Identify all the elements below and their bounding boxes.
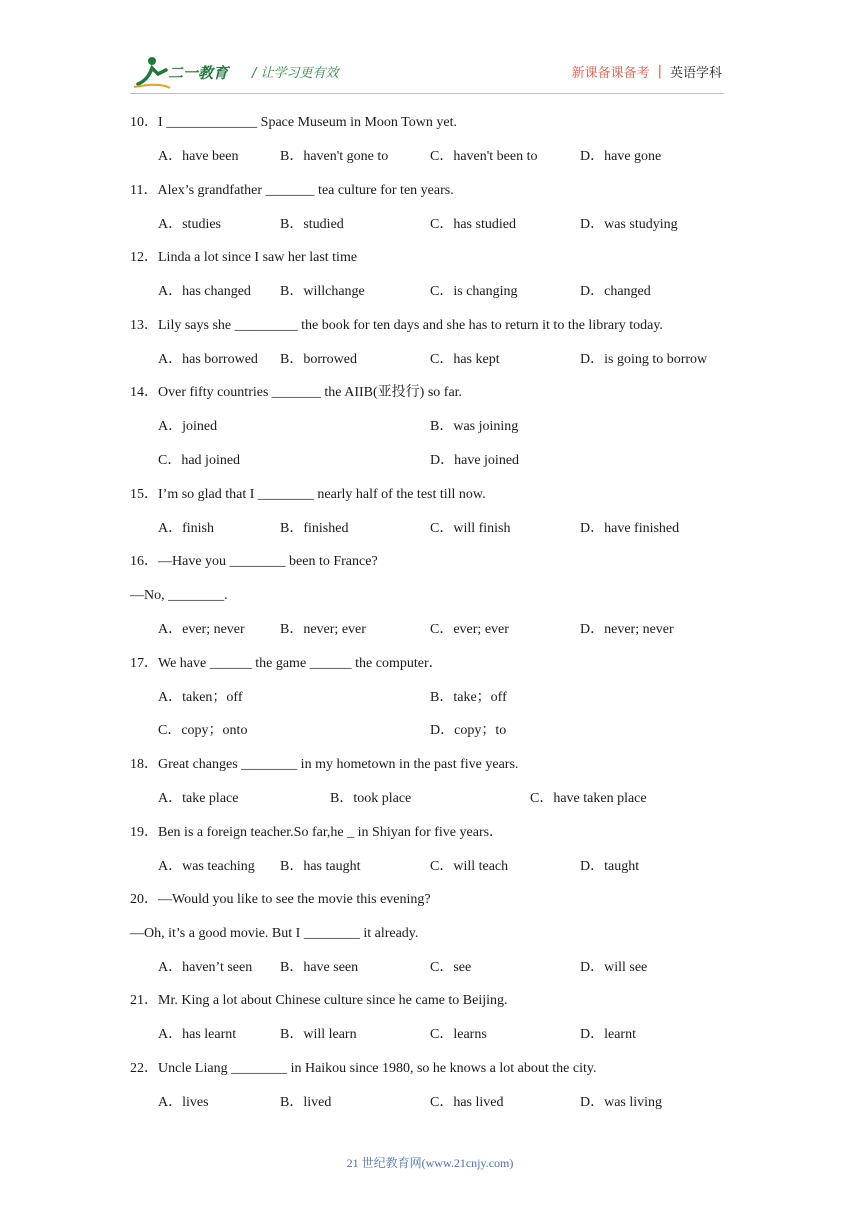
- option-d[interactable]: D．have gone: [580, 149, 662, 164]
- question-stem: 10．I _____________ Space Museum in Moon Town yet.: [130, 115, 457, 130]
- option-d[interactable]: D．was studying: [580, 217, 678, 232]
- slogan: / 让学习更有效: [252, 66, 339, 81]
- option-d[interactable]: D．copy；to: [430, 723, 507, 738]
- question-stem: 13．Lily says she _________ the book for ten days and she has to return it to the library today.: [130, 318, 663, 333]
- option-c[interactable]: C．had joined: [158, 453, 241, 468]
- question-stem: 21．Mr. King a lot about Chinese culture since he came to Beijing.: [130, 993, 508, 1008]
- header-tags: [572, 62, 722, 81]
- page-header: [0, 0, 860, 100]
- option-a[interactable]: A．was teaching: [158, 859, 255, 874]
- option-a[interactable]: A．haven’t seen: [158, 960, 253, 975]
- option-b[interactable]: B．will learn: [280, 1027, 357, 1042]
- question-stem: 18．Great changes ________ in my hometown in the past five years.: [130, 757, 519, 772]
- option-a[interactable]: A．ever; never: [158, 622, 245, 637]
- option-b[interactable]: B．has taught: [280, 859, 361, 874]
- option-d[interactable]: D．is going to borrow: [580, 352, 708, 367]
- option-a[interactable]: A．has changed: [158, 284, 251, 299]
- question-stem: 20．—Would you like to see the movie this evening?: [130, 892, 431, 907]
- tag-subject: 英语学科: [669, 66, 722, 81]
- tag-prep: 新课备课备考: [571, 66, 650, 81]
- option-b[interactable]: B．willchange: [280, 284, 365, 299]
- option-a[interactable]: A．joined: [158, 419, 218, 434]
- option-b[interactable]: B．finished: [280, 521, 349, 536]
- option-b[interactable]: B．take；off: [430, 690, 507, 705]
- option-d[interactable]: D．never; never: [580, 622, 674, 637]
- option-a[interactable]: A．has learnt: [158, 1027, 237, 1042]
- option-b[interactable]: B．lived: [280, 1095, 332, 1110]
- option-b[interactable]: B．took place: [330, 791, 412, 806]
- option-c[interactable]: C．has kept: [430, 352, 500, 367]
- question-stem: 12．Linda a lot since I saw her last time: [130, 250, 358, 265]
- question-stem: 15．I’m so glad that I ________ nearly half of the test till now.: [130, 487, 486, 502]
- option-a[interactable]: A．studies: [158, 217, 221, 232]
- question-stem: 11．Alex’s grandfather _______ tea culture for ten years.: [130, 183, 454, 198]
- option-b[interactable]: B．haven't gone to: [280, 149, 389, 164]
- logo-text: 二一教育: [168, 64, 229, 82]
- option-c[interactable]: C．learns: [430, 1027, 487, 1042]
- option-c[interactable]: C．will teach: [430, 859, 509, 874]
- option-d[interactable]: D．learnt: [580, 1027, 636, 1042]
- option-c[interactable]: C．is changing: [430, 284, 518, 299]
- question-stem-reply: —Oh, it’s a good movie. But I ________ it already.: [130, 926, 419, 941]
- option-b[interactable]: B．was joining: [430, 419, 519, 434]
- option-b[interactable]: B．have seen: [280, 960, 359, 975]
- option-c[interactable]: C．haven't been to: [430, 149, 538, 164]
- option-a[interactable]: A．taken；off: [158, 690, 243, 705]
- option-c[interactable]: C．copy；onto: [158, 723, 248, 738]
- option-d[interactable]: D．taught: [580, 859, 640, 874]
- option-a[interactable]: A．has borrowed: [158, 352, 258, 367]
- option-a[interactable]: A．finish: [158, 521, 214, 536]
- question-stem: 14．Over fifty countries _______ the AIIB(亚投行) so far.: [130, 385, 463, 400]
- option-b[interactable]: B．borrowed: [280, 352, 357, 367]
- question-stem: 22．Uncle Liang ________ in Haikou since 1980, so he knows a lot about the city.: [130, 1061, 597, 1076]
- option-d[interactable]: D．have finished: [580, 521, 680, 536]
- page-footer: 21 世纪教育网(www.21cnjy.com): [346, 1156, 514, 1170]
- option-d[interactable]: D．will see: [580, 960, 648, 975]
- option-b[interactable]: B．studied: [280, 217, 344, 232]
- option-c[interactable]: C．see: [430, 960, 472, 975]
- option-b[interactable]: B．never; ever: [280, 622, 366, 637]
- option-c[interactable]: C．has studied: [430, 217, 516, 232]
- tag-separator: |: [657, 64, 662, 79]
- option-a[interactable]: A．lives: [158, 1095, 209, 1110]
- question-stem-reply: —No, ________.: [130, 588, 228, 603]
- option-c[interactable]: C．have taken place: [530, 791, 647, 806]
- option-a[interactable]: A．have been: [158, 149, 239, 164]
- option-c[interactable]: C．will finish: [430, 521, 511, 536]
- option-d[interactable]: D．changed: [580, 284, 651, 299]
- question-stem: 16．—Have you ________ been to France?: [130, 554, 378, 569]
- option-c[interactable]: C．has lived: [430, 1095, 504, 1110]
- option-d[interactable]: D．have joined: [430, 453, 520, 468]
- option-c[interactable]: C．ever; ever: [430, 622, 509, 637]
- header-divider: [130, 93, 724, 94]
- option-a[interactable]: A．take place: [158, 791, 239, 806]
- question-stem: 19．Ben is a foreign teacher.So far,he _ in Shiyan for five years．: [130, 825, 504, 840]
- option-d[interactable]: D．was living: [580, 1095, 663, 1110]
- question-stem: 17．We have ______ the game ______ the computer．: [130, 656, 443, 671]
